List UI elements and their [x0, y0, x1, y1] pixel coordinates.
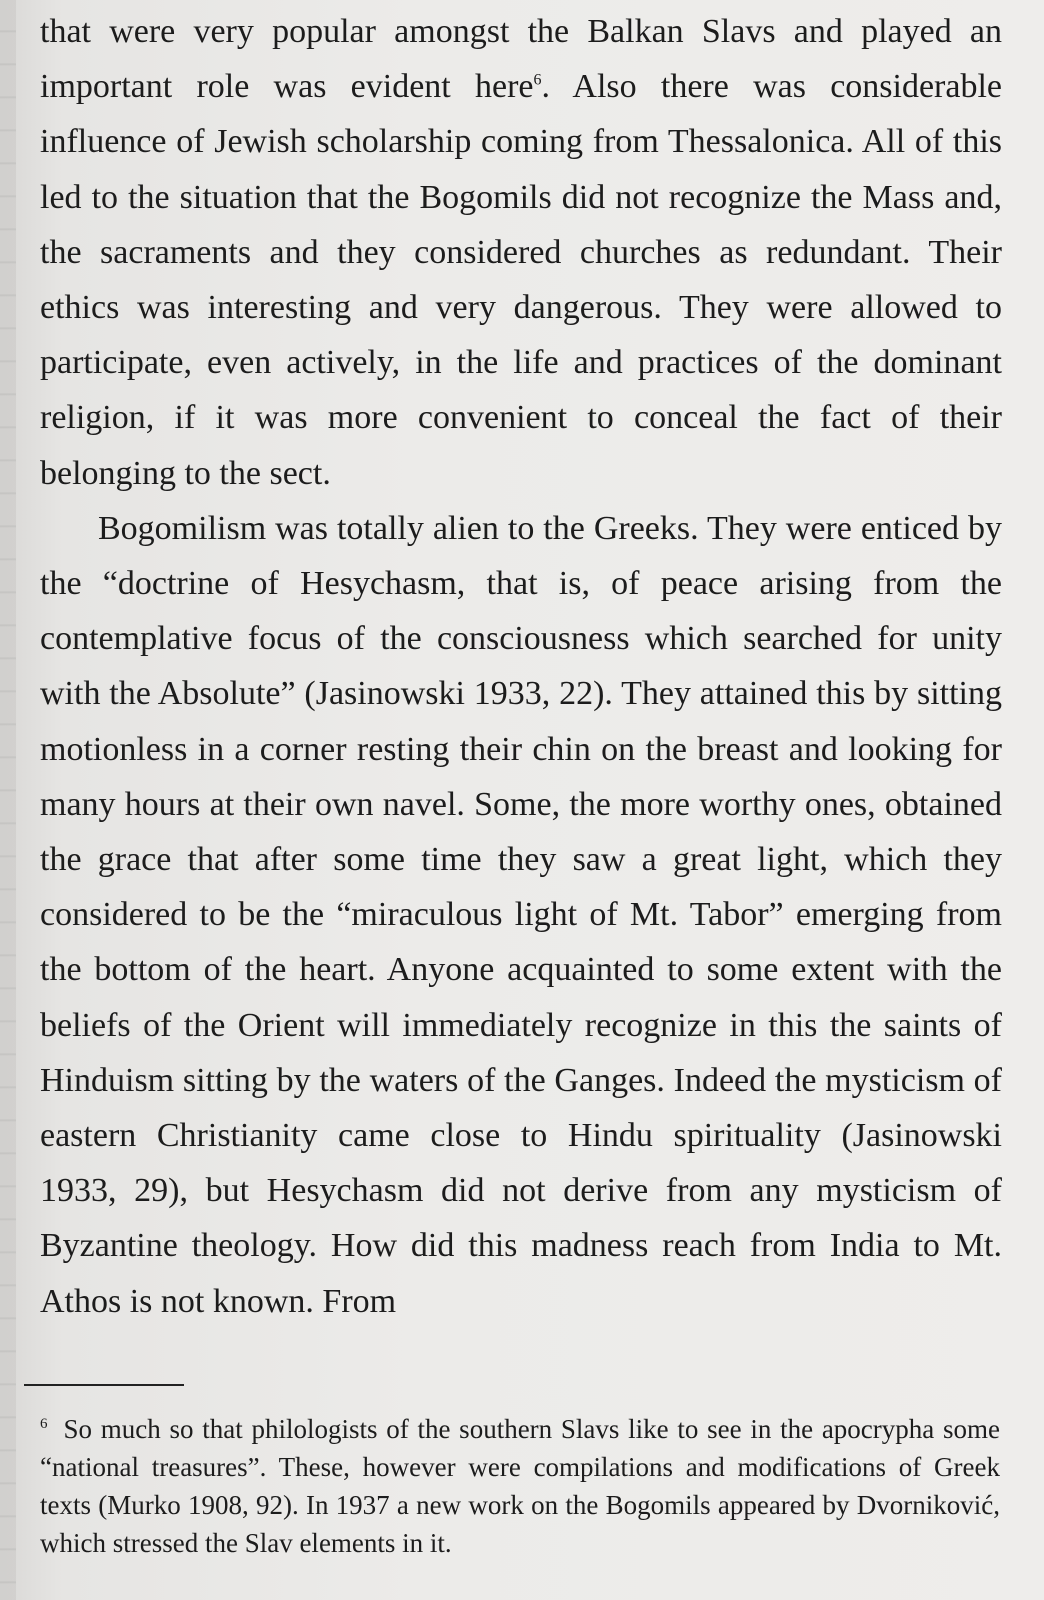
book-binding-edge: [0, 0, 16, 1600]
footnote-reference-6: 6: [533, 71, 542, 89]
footnote-6: [40, 1410, 1000, 1562]
paragraph-1-text-end: . Also there was considerable influence of Jewish scholarship coming from Thessalonica. All of this led to the situation that the Bogomils did not recognize the Mass and, the sacraments and they considered churches as redundant. Their ethics was interesting and very dangerous. They were allowed to participate, even actively, in the life and practices of the dominant religion, if it was more convenient to conceal the fact of their belonging to the sect.: [40, 68, 1002, 492]
footnote-number: 6: [40, 1416, 48, 1432]
paragraph-1: [40, 4, 1002, 501]
paragraph-2: Bogomilism was totally alien to the Greeks. They were enticed by the “doctrine of Hesychasm, that is, of peace arising from the contemplative focus of the consciousness which searched for unity with the Absolute” (Jasinowski 1933, 22). They attained this by sitting motionless in a corner resting their chin on the breast and looking for many hours at their own navel. Some, the more worthy ones, obtained the grace that after some time they saw a great light, which they considered to be the “miraculous light of Mt. Tabor” emerging from the bottom of the heart. Anyone acquainted to some extent with the beliefs of the Orient will immediately recognize in this the saints of Hinduism sitting by the waters of the Ganges. Indeed the mysticism of eastern Christianity came close to Hindu spirituality (Jasinowski 1933, 29), but Hesychasm did not derive from any mysticism of Byzantine theology. How did this madness reach from India to Mt. Athos is not known. From: [40, 509, 1002, 1320]
footnote-separator: [24, 1384, 184, 1386]
page-body: [40, 4, 1002, 1329]
paragraph-1-text-start: that were very popular amongst the Balkan Slavs and played an important role was evident here: [40, 13, 1002, 106]
footnote-text: So much so that philologists of the southern Slavs like to see in the apocrypha some “national treasures”. These, however were compilations and modifications of Greek texts (Murko 1908, 92). In 1937 a new work on the Bogomils appeared by Dvorniković, which stressed the Slav elements in it.: [40, 1414, 1000, 1558]
